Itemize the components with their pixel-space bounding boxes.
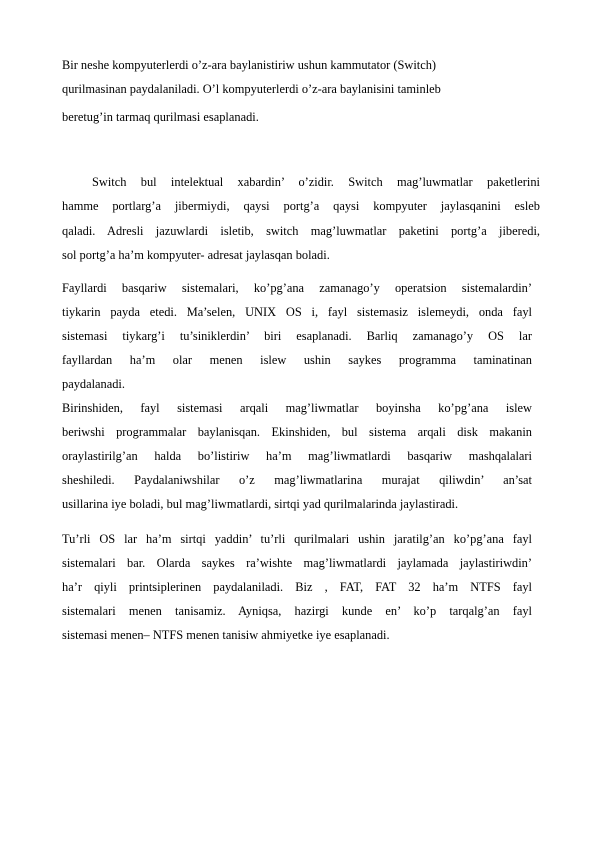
os-line-4: sistemalari menen tanisamiz. Ayniqsa, hazirgi kunde en’ ko’p tarqalg’an fayl	[62, 604, 532, 618]
firstly-line-1: Birinshiden, fayl sistemasi arqali mag’liwmatlar boyinsha ko’pg’ana islew	[62, 401, 532, 415]
os-line-5: sistemasi menen– NTFS menen tanisiw ahmiyetke iye esaplanadi.	[62, 628, 390, 642]
intro-line-3: beretug’in tarmaq qurilmasi esaplanadi.	[62, 110, 259, 124]
filesystems-line-1: Fayllardi basqariw sistemalari, ko’pg’ana zamanago’y operatsion sistemalardin’	[62, 281, 532, 295]
firstly-line-4: sheshiledi. Paydalaniwshilar o’z mag’liwmatlarina murajat qiliwdin’ an’sat	[62, 473, 532, 487]
firstly-line-5: usillarina iye boladi, bul mag’liwmatlardi, sirtqi yad qurilmalarinda jaylastiradi.	[62, 497, 459, 511]
filesystems-line-5: paydalanadi.	[62, 377, 125, 391]
os-line-1: Tu’rli OS lar ha’m sirtqi yaddin’ tu’rli qurilmalari ushin jaratilg’an ko’pg’ana fayl	[62, 532, 532, 546]
os-line-2: sistemalari bar. Olarda saykes ra’wishte mag’liwmatlardi jaylamada jaylastiriwdin’	[62, 556, 532, 570]
filesystems-line-4: fayllardan ha’m olar menen islew ushin saykes programma taminatinan	[62, 353, 532, 367]
firstly-line-3: oraylastirilg’an halda bo’listiriw ha’m mag’liwmatlardi basqariw mashqalalari	[62, 449, 532, 463]
os-line-3: ha’r qiyli printsiplerinen paydalaniladi. Biz , FAT, FAT 32 ha’m NTFS fayl	[62, 580, 532, 594]
switch-line-1: Switch bul intelektual xabardin’ o’zidir. Switch mag’luwmatlar paketlerini	[92, 175, 540, 189]
filesystems-line-3: sistemasi tiykarg’i tu’siniklerdin’ biri esaplanadi. Barliq zamanago’y OS lar	[62, 329, 532, 343]
switch-line-2: hamme portlarg’a jibermiydi, qaysi portg’a qaysi kompyuter jaylasqanini esleb	[62, 199, 540, 213]
firstly-line-2: beriwshi programmalar baylanisqan. Ekinshiden, bul sistema arqali disk makanin	[62, 425, 532, 439]
switch-line-4: sol portg’a ha’m kompyuter- adresat jaylasqan boladi.	[62, 248, 330, 262]
filesystems-line-2: tiykarin payda etedi. Ma’selen, UNIX OS i, fayl sistemasiz islemeydi, onda fayl	[62, 305, 532, 319]
intro-line-1: Bir neshe kompyuterlerdi o’z-ara baylanistiriw ushun kammutator (Switch)	[62, 58, 437, 72]
switch-line-3: qaladi. Adresli jazuwlardi isletib, switch mag’luwmatlar paketini portg’a jiberedi,	[62, 224, 540, 238]
intro-line-2: qurilmasinan paydalaniladi. O’l kompyuterlerdi o’z-ara baylanisini taminleb	[62, 82, 441, 96]
